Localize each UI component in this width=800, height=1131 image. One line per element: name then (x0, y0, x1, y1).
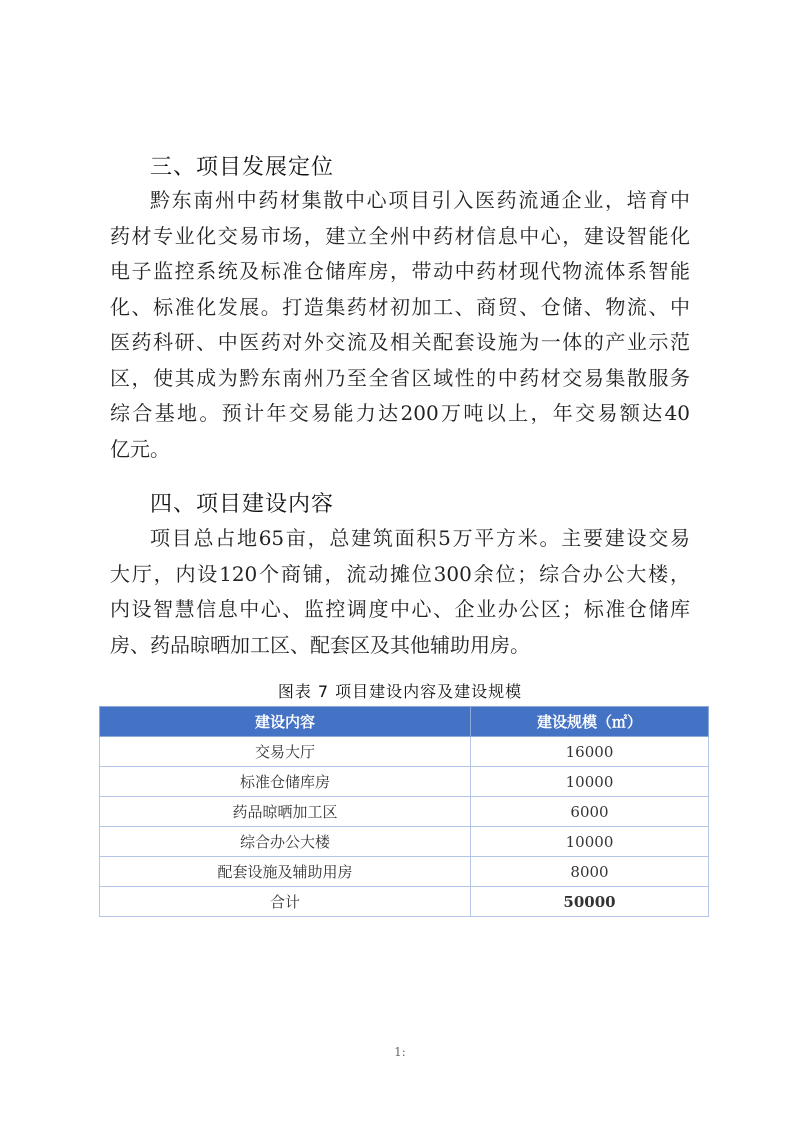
table-row (100, 797, 709, 827)
paragraph-line: 亿元。 (110, 436, 170, 461)
paragraph-line: 综合基地。预计年交易能力达200万吨以上，年交易额达40 (110, 401, 690, 425)
table-row (100, 827, 709, 857)
paragraph-line: 内设智慧信息中心、监控调度中心、企业办公区；标准仓储库 (110, 597, 690, 621)
table-cell-area: 10000 (471, 827, 709, 857)
table-cell-item: 交易大厅 (100, 737, 471, 767)
paragraph-line: 黔东南州中药材集散中心项目引入医药流通企业，培育中 (150, 188, 690, 212)
construction-scale-table (99, 706, 709, 917)
paragraph-line: 医药科研、中医药对外交流及相关配套设施为一体的产业示范 (110, 330, 690, 354)
table-row (100, 737, 709, 767)
paragraph-line: 药材专业化交易市场，建立全州中药材信息中心，建设智能化 (110, 223, 690, 248)
table-cell-total-label: 合计 (100, 887, 471, 917)
section-heading-construction: 四、项目建设内容 (150, 492, 335, 517)
table-cell-area: 10000 (471, 767, 709, 797)
column-header-content: 建设内容 (100, 707, 471, 737)
table-cell-total-value: 50000 (471, 887, 709, 917)
table-cell-area: 16000 (471, 737, 709, 767)
table-cell-area: 8000 (471, 857, 709, 887)
table-cell-item: 药品晾晒加工区 (100, 797, 471, 827)
table-row (100, 767, 709, 797)
table-row (100, 857, 709, 887)
page-number: 1: (394, 1045, 406, 1059)
table-cell-area: 6000 (471, 797, 709, 827)
table-caption: 图表 7 项目建设内容及建设规模 (277, 682, 523, 701)
table-total-row (100, 887, 709, 917)
column-header-scale: 建设规模（㎡） (471, 707, 709, 737)
table-cell-item: 综合办公大楼 (100, 827, 471, 857)
positioning-paragraph (110, 183, 690, 467)
table-cell-item: 标准仓储库房 (100, 767, 471, 797)
paragraph-line: 化、标准化发展。打造集药材初加工、商贸、仓储、物流、中 (110, 294, 690, 319)
table-cell-item: 配套设施及辅助用房 (100, 857, 471, 887)
paragraph-line: 房、药品晾晒加工区、配套区及其他辅助用房。 (110, 632, 530, 657)
construction-paragraph (110, 521, 690, 663)
section-heading-positioning: 三、项目发展定位 (150, 155, 335, 180)
paragraph-line: 项目总占地65亩，总建筑面积5万平方米。主要建设交易 (150, 526, 690, 550)
paragraph-line: 大厅，内设120个商铺，流动摊位300余位；综合办公大楼， (110, 561, 690, 586)
table-header-row (100, 707, 709, 737)
paragraph-line: 电子监控系统及标准仓储库房，带动中药材现代物流体系智能 (110, 259, 690, 283)
paragraph-line: 区，使其成为黔东南州乃至全省区域性的中药材交易集散服务 (110, 365, 690, 390)
